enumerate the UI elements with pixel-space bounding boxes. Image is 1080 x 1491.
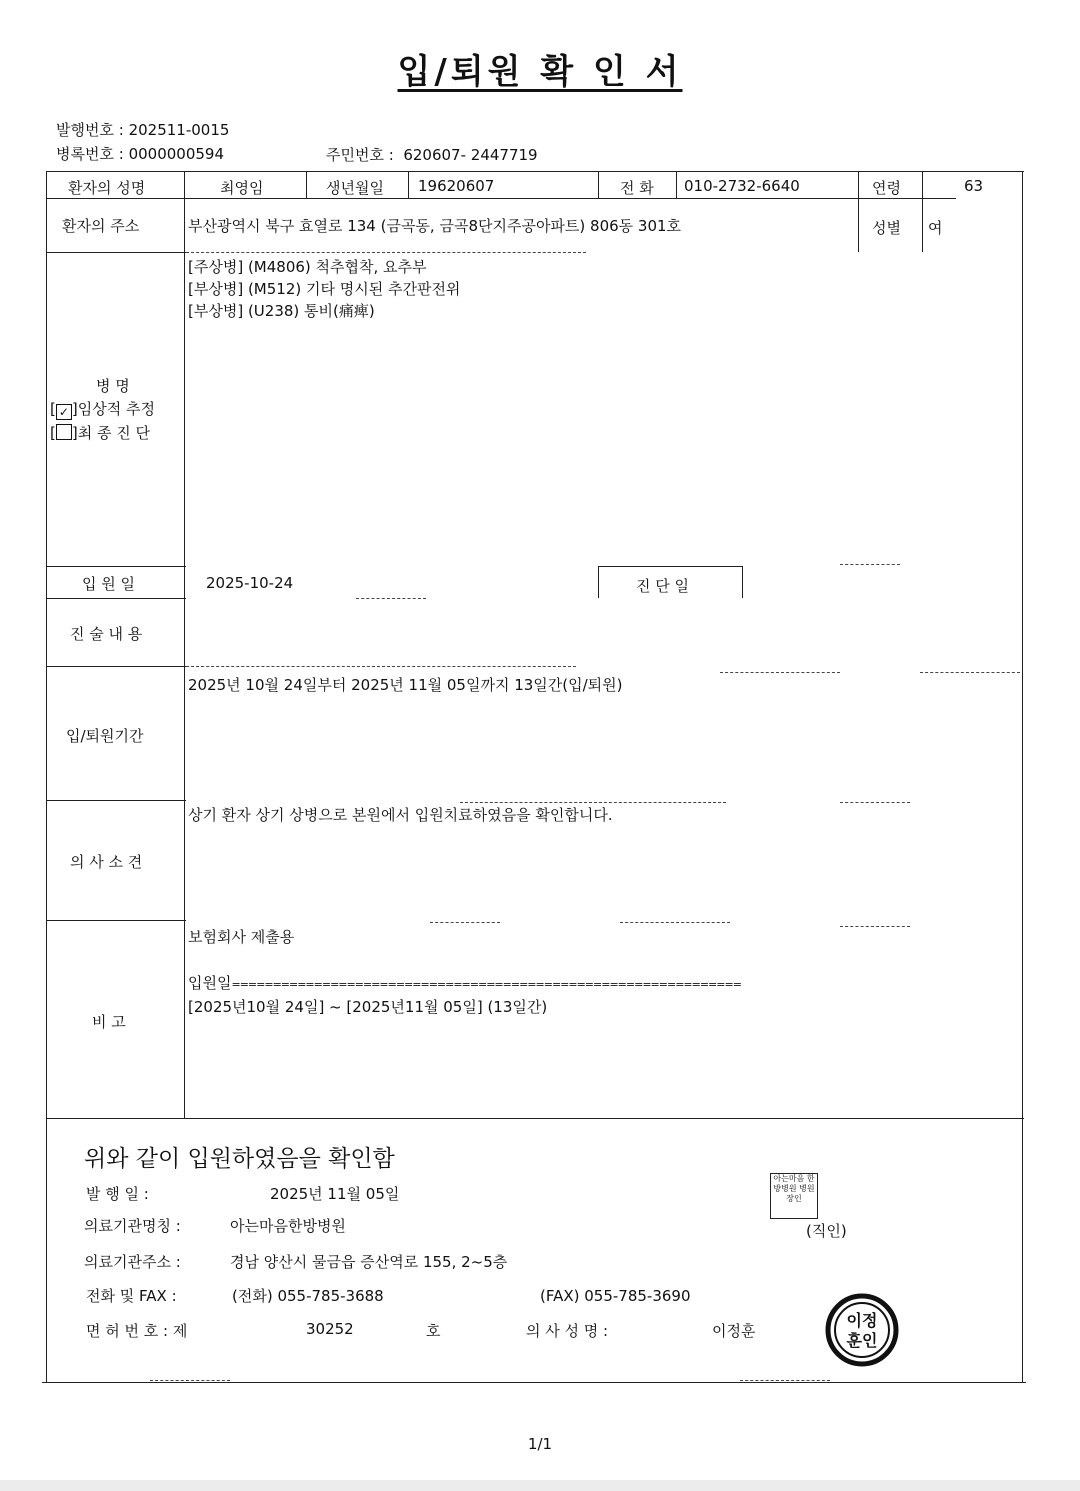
sex-label: 성별 (872, 219, 901, 237)
license-suffix: 호 (426, 1322, 441, 1340)
svg-text:훈인: 훈인 (846, 1331, 878, 1350)
address-label: 환자의 주소 (62, 217, 140, 235)
diagnosis-line: [부상병] (U238) 통비(痛痺) (188, 302, 375, 320)
period-label: 입/퇴원기간 (66, 727, 144, 745)
patient-age: 63 (964, 177, 984, 195)
unchecked-box-icon (56, 424, 72, 440)
diagnosis-line: [주상병] (M4806) 척추협착, 요추부 (188, 258, 427, 276)
issue-number: 발행번호 : 202511-0015 (56, 121, 230, 139)
record-number: 병록번호 : 0000000594 (56, 145, 225, 163)
institution-seal: 아는마음 한방병원 병원장인 (770, 1173, 818, 1219)
institution-address-label: 의료기관주소 : (84, 1253, 181, 1271)
page-number: 1/1 (527, 1435, 553, 1453)
patient-name-label: 환자의 성명 (68, 179, 146, 197)
resident-number: 주민번호 : 620607- 2447719 (326, 146, 538, 164)
age-label: 연령 (872, 179, 901, 197)
admission-date: 2025-10-24 (206, 574, 294, 592)
diagnosis-label: 병 명 (96, 377, 130, 395)
institution-fax: (FAX) 055-785-3690 (540, 1287, 691, 1305)
patient-phone: 010-2732-6640 (684, 177, 800, 195)
doctor-name-label: 의 사 성 명 : (526, 1322, 609, 1340)
license-number: 30252 (306, 1320, 354, 1338)
statement-label: 진 술 내 용 (70, 625, 143, 643)
phone-fax-label: 전화 및 FAX : (86, 1287, 177, 1305)
diagnosis-line: [부상병] (M512) 기타 명시된 추간판전위 (188, 280, 461, 298)
diagnosis-date-label: 진 단 일 (636, 577, 690, 595)
admission-date-label: 입 원 일 (82, 575, 136, 593)
remarks-line: 입원일============================================================== (188, 974, 741, 992)
remarks-line: 보험회사 제출용 (188, 928, 295, 946)
institution-address: 경남 양산시 물금읍 증산역로 155, 2~5층 (230, 1253, 508, 1271)
checked-box-icon: ✓ (56, 404, 72, 420)
patient-address: 부산광역시 북구 효열로 134 (금곡동, 금곡8단지주공아파트) 806동 301호 (188, 217, 682, 235)
phone-label: 전 화 (620, 179, 654, 197)
remarks-label: 비 고 (92, 1013, 126, 1031)
institution-name: 아는마음한방병원 (230, 1217, 346, 1235)
issue-date-label: 발 행 일 : (86, 1185, 149, 1203)
patient-sex: 여 (928, 219, 943, 237)
confirm-heading: 위와 같이 입원하였음을 확인함 (84, 1146, 395, 1172)
patient-name: 최영임 (220, 179, 264, 197)
period-text: 2025년 10월 24일부터 2025년 11월 05일까지 13일간(입/퇴원) (188, 676, 623, 694)
opinion-label: 의 사 소 견 (70, 853, 143, 871)
institution-phone: (전화) 055-785-3688 (232, 1287, 384, 1305)
seal-note: (직인) (806, 1222, 847, 1240)
doctor-stamp-icon (824, 1292, 900, 1368)
institution-name-label: 의료기관명칭 : (84, 1217, 181, 1235)
page-title: 입/퇴원 확 인 서 (397, 52, 683, 92)
birth-date: 19620607 (418, 177, 495, 195)
license-label: 면 허 번 호 : 제 (86, 1322, 188, 1340)
doctor-name: 이정훈 (712, 1322, 756, 1340)
viewer-bottom-bar (0, 1480, 1080, 1491)
issue-date: 2025년 11월 05일 (270, 1185, 400, 1203)
final-diagnosis-option: [ ]최 종 진 단 (50, 424, 150, 442)
svg-text:이정: 이정 (846, 1311, 878, 1330)
birth-label: 생년월일 (326, 179, 384, 197)
opinion-text: 상기 환자 상기 상병으로 본원에서 입원치료하였음을 확인합니다. (188, 806, 613, 824)
remarks-line: [2025년10월 24일] ~ [2025년11월 05일] (13일간) (188, 998, 548, 1016)
clinical-estimate-option: [ ✓ ]임상적 추정 (50, 400, 155, 419)
